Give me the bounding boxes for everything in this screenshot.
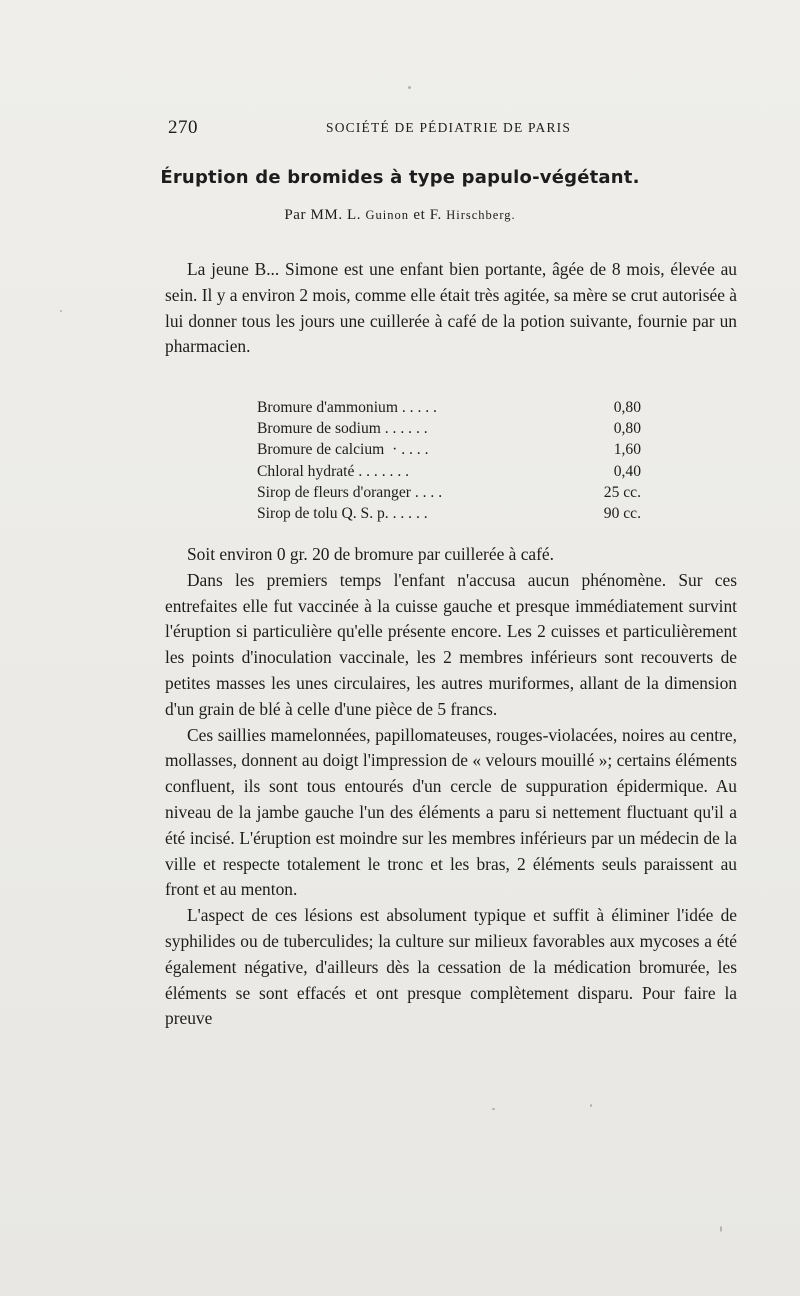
body-paragraph: L'aspect de ces lésions est absolument typique et suffit à éliminer l'idée de syphilides ou de tuberculides; la culture sur milieux favorables aux mycoses a été également négative, d'ailleurs dès la cessation de la médication bromurée, les éléments se sont effacés et ont presque complètement disparu. Pour faire la preuve bbox=[165, 905, 737, 1029]
paper-speck bbox=[720, 1226, 722, 1232]
ingredient-quantity: 1,60 bbox=[613, 441, 641, 459]
intro-paragraph: La jeune B... Simone est une enfant bien portante, âgée de 8 mois, élevée au sein. Il y a environ 2 mois, comme elle était très agitée, sa mère se crut autorisée à lui donner tous les jours une cuillerée à café de la potion suivante, fournie par un pharmacien. bbox=[165, 259, 737, 357]
ingredient-quantity: 0,80 bbox=[613, 420, 641, 438]
ingredient-name: Sirop de fleurs d'oranger . . . . bbox=[257, 483, 443, 501]
byline-author-2: Hirschberg. bbox=[446, 208, 516, 222]
byline-prefix: Par MM. L. bbox=[284, 207, 362, 223]
ingredient-name: Bromure de sodium . . . . . . bbox=[257, 420, 428, 438]
ingredient-name: Sirop de tolu Q. S. p. . . . . . bbox=[257, 504, 428, 522]
body-paragraph: Dans les premiers temps l'enfant n'accusa aucun phénomène. Sur ces entrefaites elle fut vaccinée à la cuisse gauche et presque immédiatement survint l'éruption si particulière qu'elle présente encore. Les 2 cuisses et particulièrement les points d'inoculation vaccinale, les 2 membres inférieurs sont recouverts de petites masses les unes circulaires, les autres muriformes, allant de la dimension d'un grain de blé à celle d'une pièce de 5 francs. bbox=[165, 569, 737, 719]
byline-author-1: Guinon bbox=[365, 208, 410, 222]
prescription-row bbox=[257, 503, 647, 524]
prescription-list bbox=[257, 397, 647, 524]
ingredient-name: Chloral hydraté . . . . . . . bbox=[257, 462, 410, 480]
ingredient-name: Bromure de calcium · . . . . bbox=[257, 441, 429, 459]
ingredient-quantity: 0,80 bbox=[613, 399, 641, 416]
prescription-row bbox=[257, 461, 647, 482]
ingredient-name: Bromure d'ammonium . . . . . bbox=[257, 399, 437, 416]
paper-speck bbox=[60, 310, 62, 312]
paper-speck bbox=[492, 1108, 495, 1110]
page-header bbox=[168, 117, 736, 141]
ingredient-quantity: 25 cc. bbox=[603, 483, 641, 501]
prescription-row bbox=[257, 397, 647, 418]
paper-speck bbox=[408, 86, 411, 89]
ingredient-quantity: 90 cc. bbox=[603, 504, 641, 522]
paper-speck bbox=[590, 1104, 592, 1107]
ingredient-quantity: 0,40 bbox=[613, 462, 641, 480]
byline bbox=[0, 207, 800, 224]
prescription-row bbox=[257, 439, 647, 460]
prescription-row bbox=[257, 482, 647, 503]
body-paragraph: Soit environ 0 gr. 20 de bromure par cuillerée à café. bbox=[187, 544, 554, 564]
running-head: SOCIÉTÉ DE PÉDIATRIE DE PARIS bbox=[326, 120, 572, 135]
byline-connector: et F. bbox=[413, 207, 442, 223]
prescription-row bbox=[257, 418, 647, 439]
page-number: 270 bbox=[168, 117, 198, 138]
article-title: Éruption de bromides à type papulo-végétant. bbox=[160, 167, 640, 188]
article-body bbox=[165, 542, 737, 1032]
body-paragraph: Ces saillies mamelonnées, papillomateuses, rouges-violacées, noires au centre, mollasses, donnent au doigt l'impression de « velours mouillé »; certains éléments confluent, ils sont tous entourés d'un cercle de suppuration épidermique. Au niveau de la jambe gauche l'un des éléments a paru si nettement fluctuant qu'il a été incisé. L'éruption est moindre sur les membres inférieurs par un médecin de la ville et respecte totalement le tronc et les bras, 2 éléments seuls paraissent au front et au menton. bbox=[165, 724, 737, 900]
